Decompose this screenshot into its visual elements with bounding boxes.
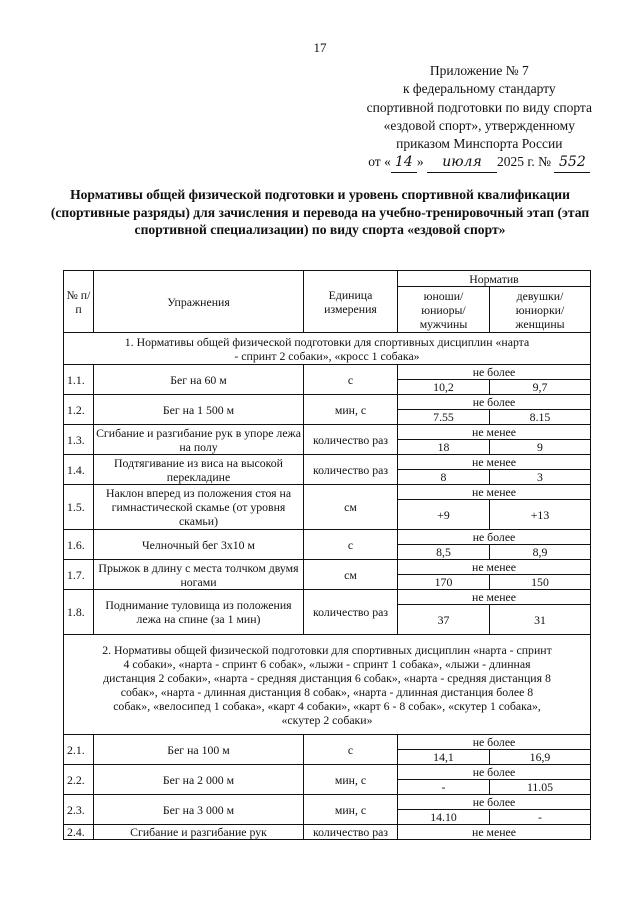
appendix-line: «ездовой спорт», утвержденному bbox=[383, 117, 575, 133]
value-girls: 11.05 bbox=[490, 780, 591, 795]
value-girls: 150 bbox=[490, 575, 591, 590]
norm-condition: не более bbox=[398, 735, 591, 750]
unit: с bbox=[304, 530, 398, 560]
value-girls: +13 bbox=[490, 500, 591, 530]
value-girls: 8.15 bbox=[490, 410, 591, 425]
header-unit: Единица измерения bbox=[304, 271, 398, 333]
table-row bbox=[64, 485, 591, 500]
row-number: 2.4. bbox=[64, 825, 94, 840]
exercise-name: Сгибание и разгибание рук bbox=[94, 825, 304, 840]
table-row bbox=[64, 765, 591, 780]
norm-condition: не менее bbox=[398, 425, 591, 440]
exercise-name: Бег на 3 000 м bbox=[94, 795, 304, 825]
unit: количество раз bbox=[304, 425, 398, 455]
table-row bbox=[64, 560, 591, 575]
value-boys: 7.55 bbox=[398, 410, 490, 425]
appendix-line: к федеральному стандарту bbox=[402, 81, 556, 97]
row-number: 1.1. bbox=[64, 365, 94, 395]
value-girls: 8,9 bbox=[490, 545, 591, 560]
norm-condition: не более bbox=[398, 395, 591, 410]
value-boys: 14,1 bbox=[398, 750, 490, 765]
unit: см bbox=[304, 485, 398, 530]
norm-condition: не более bbox=[398, 365, 591, 380]
unit: количество раз bbox=[304, 455, 398, 485]
date-day: 14 bbox=[391, 153, 417, 172]
table-row bbox=[64, 455, 591, 470]
exercise-name: Бег на 100 м bbox=[94, 735, 304, 765]
appendix-line: спортивной подготовки по виду спорта bbox=[366, 99, 592, 115]
norms-table bbox=[63, 270, 591, 840]
value-girls: 3 bbox=[490, 470, 591, 485]
exercise-name: Подтягивание из виса на высокой перекладине bbox=[94, 455, 304, 485]
row-number: 1.6. bbox=[64, 530, 94, 560]
table-row bbox=[64, 825, 591, 840]
value-girls: 16,9 bbox=[490, 750, 591, 765]
document-title: Нормативы общей физической подготовки и уровень спортивной квалификации (спортивные разряды) для зачисления и перевода на учебно-тренировочный этап (этап спортивной специализации) по виду спорта «ездовой спорт» bbox=[50, 187, 590, 237]
table-row bbox=[64, 795, 591, 810]
order-number: 552 bbox=[554, 153, 590, 172]
appendix-line: Приложение № 7 bbox=[429, 63, 529, 78]
unit: см bbox=[304, 560, 398, 590]
value-girls: 9 bbox=[490, 440, 591, 455]
section-row bbox=[64, 333, 591, 365]
row-number: 2.1. bbox=[64, 735, 94, 765]
value-boys: +9 bbox=[398, 500, 490, 530]
value-boys: - bbox=[398, 780, 490, 795]
value-girls: 9,7 bbox=[490, 380, 591, 395]
row-number: 1.8. bbox=[64, 590, 94, 635]
exercise-name: Челночный бег 3х10 м bbox=[94, 530, 304, 560]
header-num: № п/п bbox=[64, 271, 94, 333]
value-boys: 14.10 bbox=[398, 810, 490, 825]
table-row bbox=[64, 735, 591, 750]
row-number: 2.3. bbox=[64, 795, 94, 825]
unit: количество раз bbox=[304, 590, 398, 635]
row-number: 1.3. bbox=[64, 425, 94, 455]
unit: количество раз bbox=[304, 825, 398, 840]
norm-condition: не более bbox=[398, 765, 591, 780]
exercise-name: Наклон вперед из положения стоя на гимнастической скамье (от уровня скамьи) bbox=[94, 485, 304, 530]
appendix-header bbox=[367, 62, 592, 173]
exercise-name: Бег на 1 500 м bbox=[94, 395, 304, 425]
header-norm: Норматив bbox=[398, 271, 591, 287]
value-boys: 10,2 bbox=[398, 380, 490, 395]
section-title-2: 2. Нормативы общей физической подготовки для спортивных дисциплин «нарта - спринт 4 собаки», «нарта - спринт 6 собак», «лыжи - спринт 1 собака», «лыжи - длинная дистанция 2 собаки», «нарта - средняя дистанция 6 собак», «нарта - средняя дистанция 8 собак», «нарта - длинная дистанция 8 собак», «нарта - длинная дистанция более 8 собак», «велосипед 1 собака», «карт 4 собаки», «карт 6 - 8 собак», «скутер 1 собака», «скутер 2 собаки» bbox=[64, 635, 591, 735]
header-girls: девушки/ юниорки/ женщины bbox=[490, 287, 591, 333]
exercise-name: Поднимание туловища из положения лежа на спине (за 1 мин) bbox=[94, 590, 304, 635]
value-boys: 37 bbox=[398, 605, 490, 635]
row-number: 1.4. bbox=[64, 455, 94, 485]
exercise-name: Бег на 2 000 м bbox=[94, 765, 304, 795]
value-boys: 8,5 bbox=[398, 545, 490, 560]
norm-condition: не менее bbox=[398, 485, 591, 500]
norm-condition: не менее bbox=[398, 590, 591, 605]
page-number: 17 bbox=[313, 40, 327, 55]
header-row bbox=[64, 271, 591, 287]
date-month: июля bbox=[427, 153, 497, 172]
norm-condition: не менее bbox=[398, 455, 591, 470]
date-prefix: от « bbox=[368, 154, 391, 170]
norm-condition: не менее bbox=[398, 560, 591, 575]
unit: с bbox=[304, 735, 398, 765]
appendix-line: приказом Минспорта России bbox=[396, 136, 563, 152]
header-boys: юноши/ юниоры/ мужчины bbox=[398, 287, 490, 333]
norm-condition: не менее bbox=[398, 825, 591, 840]
value-boys: 170 bbox=[398, 575, 490, 590]
date-year: 2025 г. № bbox=[496, 154, 551, 170]
section-title-1: 1. Нормативы общей физической подготовки для спортивных дисциплин «нарта - спринт 2 собаки», «кросс 1 собака» bbox=[64, 333, 591, 365]
unit: мин, с bbox=[304, 795, 398, 825]
table-row bbox=[64, 395, 591, 410]
date-mid: » bbox=[416, 154, 424, 170]
value-boys: 8 bbox=[398, 470, 490, 485]
table-row bbox=[64, 530, 591, 545]
row-number: 2.2. bbox=[64, 765, 94, 795]
section-row bbox=[64, 635, 591, 735]
unit: мин, с bbox=[304, 765, 398, 795]
norm-condition: не более bbox=[398, 795, 591, 810]
value-boys: 18 bbox=[398, 440, 490, 455]
order-date-line bbox=[367, 153, 592, 172]
exercise-name: Бег на 60 м bbox=[94, 365, 304, 395]
exercise-name: Прыжок в длину с места толчком двумя ногами bbox=[94, 560, 304, 590]
exercise-name: Сгибание и разгибание рук в упоре лежа на полу bbox=[94, 425, 304, 455]
value-girls: 31 bbox=[490, 605, 591, 635]
unit: с bbox=[304, 365, 398, 395]
header-exercise: Упражнения bbox=[94, 271, 304, 333]
value-girls: - bbox=[490, 810, 591, 825]
row-number: 1.7. bbox=[64, 560, 94, 590]
unit: мин, с bbox=[304, 395, 398, 425]
norm-condition: не более bbox=[398, 530, 591, 545]
table-row bbox=[64, 590, 591, 605]
table-row bbox=[64, 425, 591, 440]
row-number: 1.2. bbox=[64, 395, 94, 425]
row-number: 1.5. bbox=[64, 485, 94, 530]
table-row bbox=[64, 365, 591, 380]
